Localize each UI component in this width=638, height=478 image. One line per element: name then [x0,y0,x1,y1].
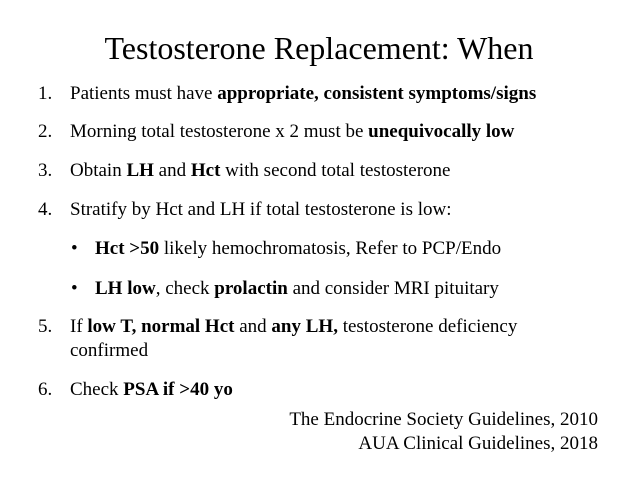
list-number: 6. [38,379,53,400]
list-text: Morning total testosterone x 2 must be unequivocally low [70,121,515,142]
list-text: If low T, normal Hct and any LH, testosterone deficiency [70,316,518,337]
list-number: 5. [38,316,53,337]
list-text: Patients must have appropriate, consistent symptoms/signs [70,83,537,104]
list-number: 3. [38,160,53,181]
citation-aua: AUA Clinical Guidelines, 2018 [358,433,598,454]
list-text: Obtain LH and Hct with second total testosterone [70,160,451,181]
list-number: 2. [38,121,53,142]
bullet-glyph: • [71,278,78,299]
bullet-text: LH low, check prolactin and consider MRI pituitary [95,278,499,299]
citation-endocrine-society: The Endocrine Society Guidelines, 2010 [289,409,598,430]
bullet-text: Hct >50 likely hemochromatosis, Refer to PCP/Endo [95,238,502,259]
list-text: Check PSA if >40 yo [70,379,233,400]
slide-title: Testosterone Replacement: When [104,30,534,66]
list-number: 4. [38,199,53,220]
bullet-glyph: • [71,238,78,259]
list-text-continuation: confirmed [70,340,149,361]
list-text: Stratify by Hct and LH if total testosterone is low: [70,199,452,220]
list-number: 1. [38,83,53,104]
